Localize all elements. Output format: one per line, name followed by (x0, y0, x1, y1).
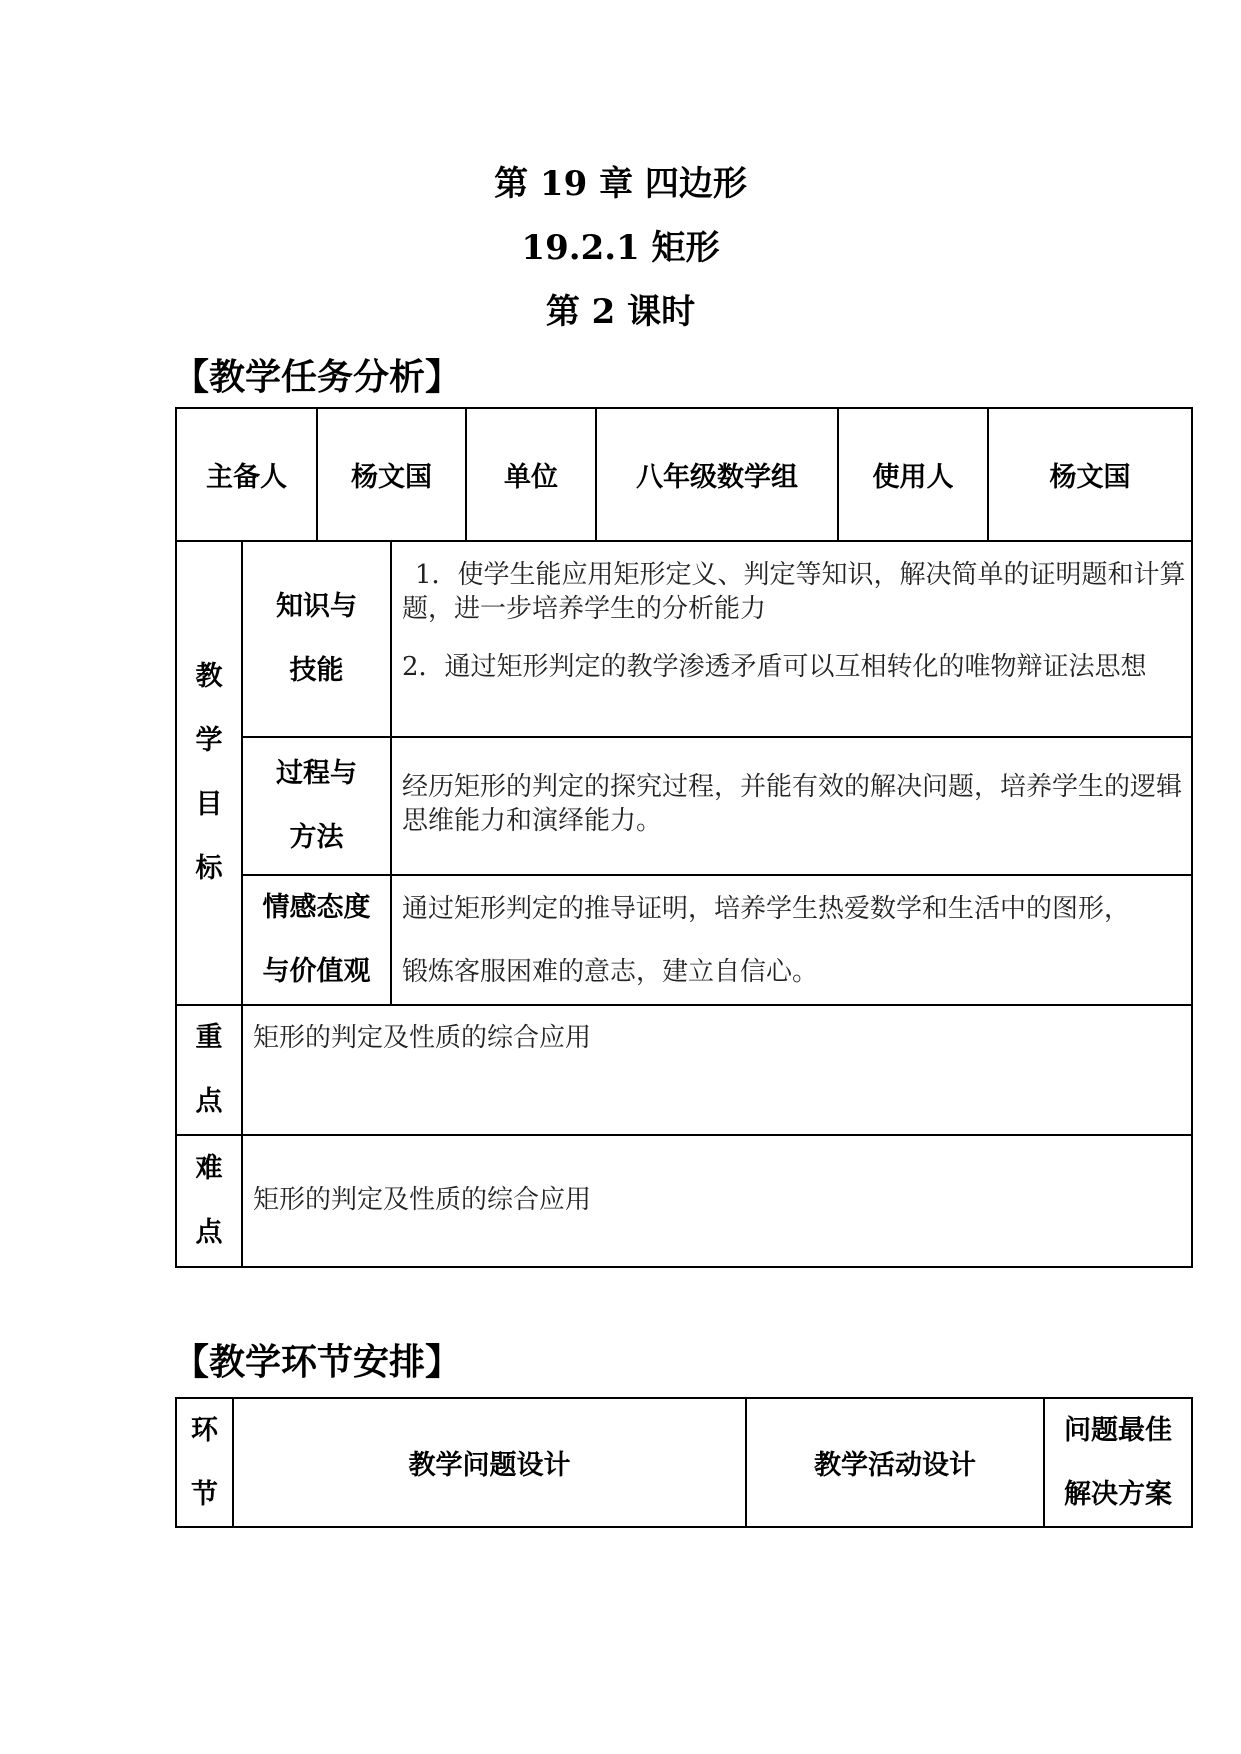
objectives-label: 教 学 目 标 (195, 661, 223, 884)
problem-design-header: 教学问题设计 (408, 1450, 571, 1481)
process-objective: 经历矩形的判定的探究过程，并能有效的解决问题，培养学生的逻辑思维能力和演绎能力。 (402, 772, 1183, 836)
lead-teacher-label: 主备人 (206, 462, 287, 493)
user-label: 使用人 (872, 462, 954, 493)
knowledge-skills-label: 知识与 技能 (276, 591, 357, 686)
key-points-text: 矩形的判定及性质的综合应用 (253, 1023, 592, 1053)
knowledge-objective-1: 1．使学生能应用矩形定义、判定等知识，解决简单的证明题和计算题，进一步培养学生的分析能力 (402, 560, 1186, 624)
chapter-title: 第 19 章 四边形 (494, 164, 747, 204)
emotion-objective-line2: 锻炼客服困难的意志，建立自信心。 (402, 957, 819, 987)
unit-value: 八年级数学组 (636, 462, 798, 493)
difficulties-label: 难 点 (195, 1153, 223, 1248)
emotion-values-label: 情感态度 与价值观 (262, 892, 371, 987)
user-value: 杨文国 (1049, 462, 1131, 493)
unit-label: 单位 (504, 462, 558, 493)
section-title: 19.2.1 矩形 (521, 228, 720, 268)
arrangement-heading: 【教学环节安排】 (173, 1341, 462, 1383)
stage-header: 环 节 (191, 1414, 218, 1510)
emotion-objective-line1: 通过矩形判定的推导证明，培养学生热爱数学和生活中的图形， (402, 894, 1131, 924)
key-points-label: 重 点 (195, 1022, 223, 1117)
lesson-title: 第 2 课时 (545, 292, 696, 332)
lead-teacher-value: 杨文国 (351, 462, 432, 493)
best-solution-header: 问题最佳 解决方案 (1064, 1414, 1172, 1510)
knowledge-objective-2: 2．通过矩形判定的教学渗透矛盾可以互相转化的唯物辩证法思想 (402, 652, 1147, 682)
analysis-heading: 【教学任务分析】 (173, 356, 462, 398)
difficulties-text: 矩形的判定及性质的综合应用 (253, 1185, 592, 1215)
process-methods-label: 过程与 方法 (276, 758, 357, 853)
activity-design-header: 教学活动设计 (814, 1450, 976, 1481)
